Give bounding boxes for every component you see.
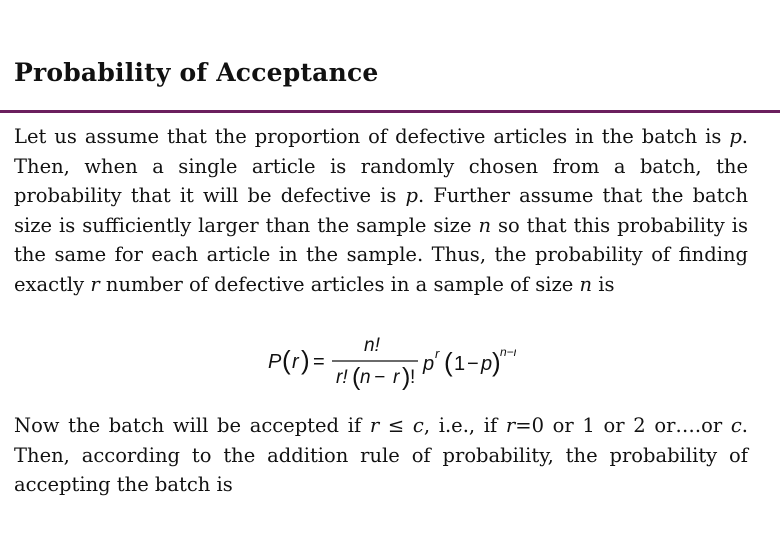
formula-den-n: n <box>360 367 371 388</box>
p1-var-p-2: p <box>405 184 419 207</box>
p2-text-4: =0 or 1 or 2 or….or <box>515 414 731 437</box>
p1-text-6: is <box>592 272 615 296</box>
formula-one: 1 <box>454 353 466 375</box>
formula-lhs-p: P <box>268 351 282 373</box>
formula-numerator: n! <box>364 335 380 356</box>
p2-text-3: , i.e., if <box>423 414 506 437</box>
slide-title: Probability of Acceptance <box>14 58 379 87</box>
p2-text-2: ≤ <box>379 414 413 437</box>
p2-var-c-2: c <box>730 414 742 437</box>
binomial-probability-formula <box>266 334 516 392</box>
formula-p2: p <box>481 353 493 375</box>
p2-var-r-2: r <box>505 414 516 437</box>
p1-text-1: Let us assume that the proportion of defective articles in the batch is <box>14 125 730 148</box>
p1-text-3: . Further assume that the batch size is sufficiently larger than the sample size <box>14 184 748 237</box>
p1-var-n-2: n <box>579 272 593 296</box>
p2-text-5: . Then, according to the addition rule of probability, the probability of accepting the batch is <box>14 414 748 496</box>
p2-text-1: Now the batch will be accepted if <box>14 414 370 437</box>
p1-text-4: so that this probability is the same for each article in the sample. Thus, the probability of finding exactly <box>14 213 748 296</box>
formula-den-bang: ! <box>410 367 416 388</box>
formula-paren-open: ( <box>282 345 291 375</box>
title-divider <box>0 110 780 113</box>
p2-var-c: c <box>412 414 424 437</box>
formula-exponent-2: n−r <box>500 345 516 359</box>
paragraph-assumptions <box>14 122 748 299</box>
paragraph-acceptance <box>14 411 748 500</box>
formula-den-r: r! <box>336 367 348 388</box>
formula-lhs-r: r <box>292 351 299 373</box>
formula-paren2-close: ) <box>492 347 501 377</box>
p1-var-r: r <box>90 272 100 296</box>
formula-den-r2: r <box>393 367 400 388</box>
formula-graphic <box>266 334 516 392</box>
formula-den-minus: − <box>369 367 391 388</box>
p1-var-p: p <box>729 125 742 148</box>
formula-paren-close: ) <box>301 345 310 375</box>
p2-var-r: r <box>369 414 380 437</box>
formula-den-paren-close: ) <box>402 363 411 391</box>
formula-p-exponent: r <box>435 346 440 361</box>
formula-p-base: p <box>423 353 435 375</box>
p1-var-n: n <box>478 213 492 237</box>
p1-text-2: . Then, when a single article is randomly chosen from a batch, the probability that it will be defective is <box>14 125 748 207</box>
formula-paren2-open: ( <box>444 347 453 377</box>
formula-minus: − <box>467 353 479 375</box>
p1-text-5: number of defective articles in a sample of size <box>99 272 580 296</box>
formula-den-paren-open: ( <box>352 363 361 391</box>
formula-equals: = <box>313 351 325 373</box>
